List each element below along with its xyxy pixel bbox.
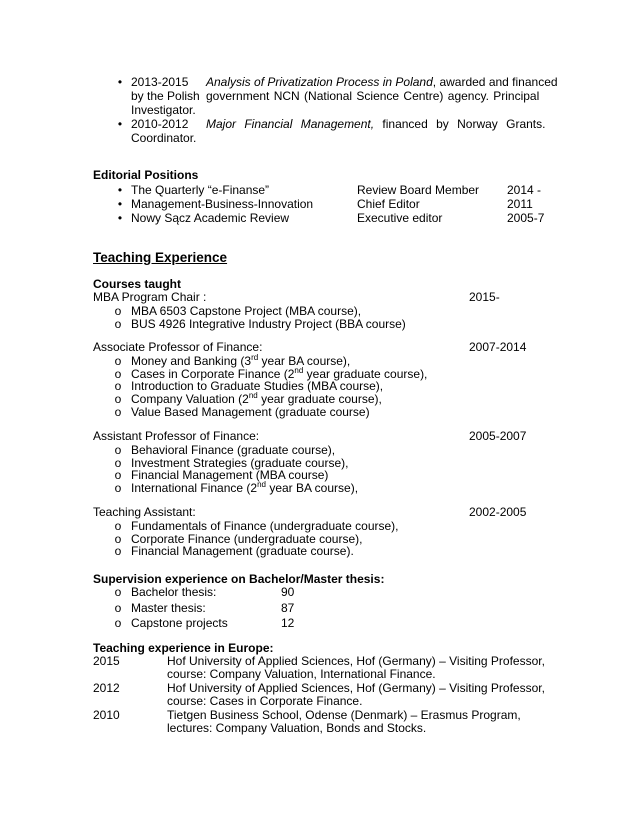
grant-year-line2: by the Polish (131, 89, 200, 103)
course-item: Money and Banking (3rd year BA course), (131, 352, 351, 368)
editorial-role: Review Board Member (357, 183, 480, 197)
editorial-years: 2005-7 (507, 211, 545, 225)
position-title: Teaching Assistant: (93, 505, 196, 519)
supervision-label: Bachelor thesis: (131, 585, 217, 599)
course-item: International Finance (2nd year BA course), (131, 480, 359, 496)
europe-institution: Hof University of Applied Sciences, Hof (Germany) – Visiting Professor, (167, 654, 545, 668)
grant-line3: Investigator. (131, 103, 196, 117)
europe-institution: Tietgen Business School, Odense (Denmark) – Erasmus Program, (167, 708, 521, 722)
bullet-icon: • (117, 211, 123, 225)
supervision-heading: Supervision experience on Bachelor/Master thesis: (93, 572, 385, 586)
course-item: Introduction to Graduate Studies (MBA course), (131, 379, 384, 394)
europe-course: lectures: Company Valuation, Bonds and Stocks. (167, 721, 427, 735)
ordinal-suffix: nd (248, 391, 258, 401)
ordinal-suffix: nd (294, 365, 304, 375)
europe-institution: Hof University of Applied Sciences, Hof (Germany) – Visiting Professor, (167, 681, 545, 695)
circle-bullet-icon: o (114, 468, 122, 483)
courses-heading: Courses taught (93, 277, 182, 291)
bullet-icon: • (117, 75, 123, 89)
course-item: BUS 4926 Integrative Industry Project (BBA course) (131, 316, 406, 331)
supervision-label: Capstone projects (131, 616, 228, 630)
circle-bullet-icon: o (114, 366, 122, 381)
position-title: Assistant Professor of Finance: (93, 429, 260, 443)
position-years: 2002-2005 (469, 505, 527, 519)
position-years: 2007-2014 (469, 340, 527, 354)
grant-line2: government NCN (National Science Centre) agency. Principal (206, 89, 540, 103)
circle-bullet-icon: o (114, 518, 122, 533)
position-years: 2015- (469, 290, 500, 304)
ordinal-suffix: rd (251, 352, 259, 362)
europe-course: course: Company Valuation, International Finance. (167, 667, 436, 681)
circle-bullet-icon: o (114, 316, 122, 331)
editorial-journal: Management-Business-Innovation (131, 197, 314, 211)
course-item: Financial Management (MBA course) (131, 468, 329, 483)
course-item: Cases in Corporate Finance (2nd year graduate course), (131, 365, 428, 381)
circle-bullet-icon: o (114, 405, 122, 419)
editorial-journal: The Quarterly “e-Finanse” (131, 183, 270, 197)
circle-bullet-icon: o (114, 481, 122, 496)
editorial-heading: Editorial Positions (93, 168, 199, 182)
position-title: MBA Program Chair : (93, 290, 207, 304)
supervision-label: Master thesis: (131, 600, 206, 615)
editorial-years: 2011 (507, 197, 533, 211)
course-item: MBA 6503 Capstone Project (MBA course), (131, 303, 362, 318)
bullet-icon: • (117, 117, 123, 131)
europe-course: course: Cases in Corporate Finance. (167, 694, 363, 708)
circle-bullet-icon: o (114, 600, 122, 615)
position-years: 2005-2007 (469, 429, 527, 443)
editorial-journal: Nowy Sącz Academic Review (131, 211, 290, 225)
grant-title-suffix: , awarded and financed (432, 75, 558, 89)
circle-bullet-icon: o (114, 544, 122, 559)
grant-title-suffix: financed by Norway Grants. (374, 117, 546, 131)
course-item: Investment Strategies (graduate course), (131, 455, 349, 470)
course-item: Financial Management (graduate course). (131, 544, 354, 559)
course-item: Corporate Finance (undergraduate course), (131, 531, 363, 546)
circle-bullet-icon: o (114, 442, 122, 457)
editorial-role: Chief Editor (357, 197, 420, 211)
circle-bullet-icon: o (114, 455, 122, 470)
circle-bullet-icon: o (114, 531, 122, 546)
teaching-heading: Teaching Experience (93, 250, 228, 265)
supervision-count: 90 (281, 585, 295, 599)
editorial-years: 2014 - (507, 183, 542, 197)
course-item: Value Based Management (graduate course) (131, 405, 370, 419)
course-item: Behavioral Finance (graduate course), (131, 442, 336, 457)
europe-year: 2015 (93, 654, 120, 668)
bullet-icon: • (117, 183, 123, 197)
grant-title-line (206, 118, 545, 131)
europe-year: 2010 (93, 708, 120, 722)
grant-title-line (206, 76, 558, 89)
editorial-role: Executive editor (357, 211, 443, 225)
grant-title: Major Financial Management, (206, 117, 375, 131)
ordinal-suffix: nd (257, 480, 266, 490)
circle-bullet-icon: o (114, 585, 122, 599)
circle-bullet-icon: o (114, 379, 122, 394)
course-item: Fundamentals of Finance (undergraduate course), (131, 518, 399, 533)
grant-line2: Coordinator. (131, 131, 197, 145)
circle-bullet-icon: o (114, 303, 122, 318)
course-item: Company Valuation (2nd year graduate course), (131, 391, 382, 407)
bullet-icon: • (117, 197, 123, 211)
europe-year: 2012 (93, 681, 120, 695)
circle-bullet-icon: o (114, 392, 122, 407)
grant-year: 2010-2012 (131, 117, 189, 131)
supervision-count: 12 (281, 616, 295, 630)
grant-year: 2013-2015 (131, 75, 189, 89)
circle-bullet-icon: o (114, 616, 122, 630)
supervision-count: 87 (281, 600, 295, 615)
circle-bullet-icon: o (114, 353, 122, 368)
europe-heading: Teaching experience in Europe: (93, 641, 274, 655)
position-title: Associate Professor of Finance: (93, 340, 263, 354)
grant-title: Analysis of Privatization Process in Poland (206, 75, 433, 89)
